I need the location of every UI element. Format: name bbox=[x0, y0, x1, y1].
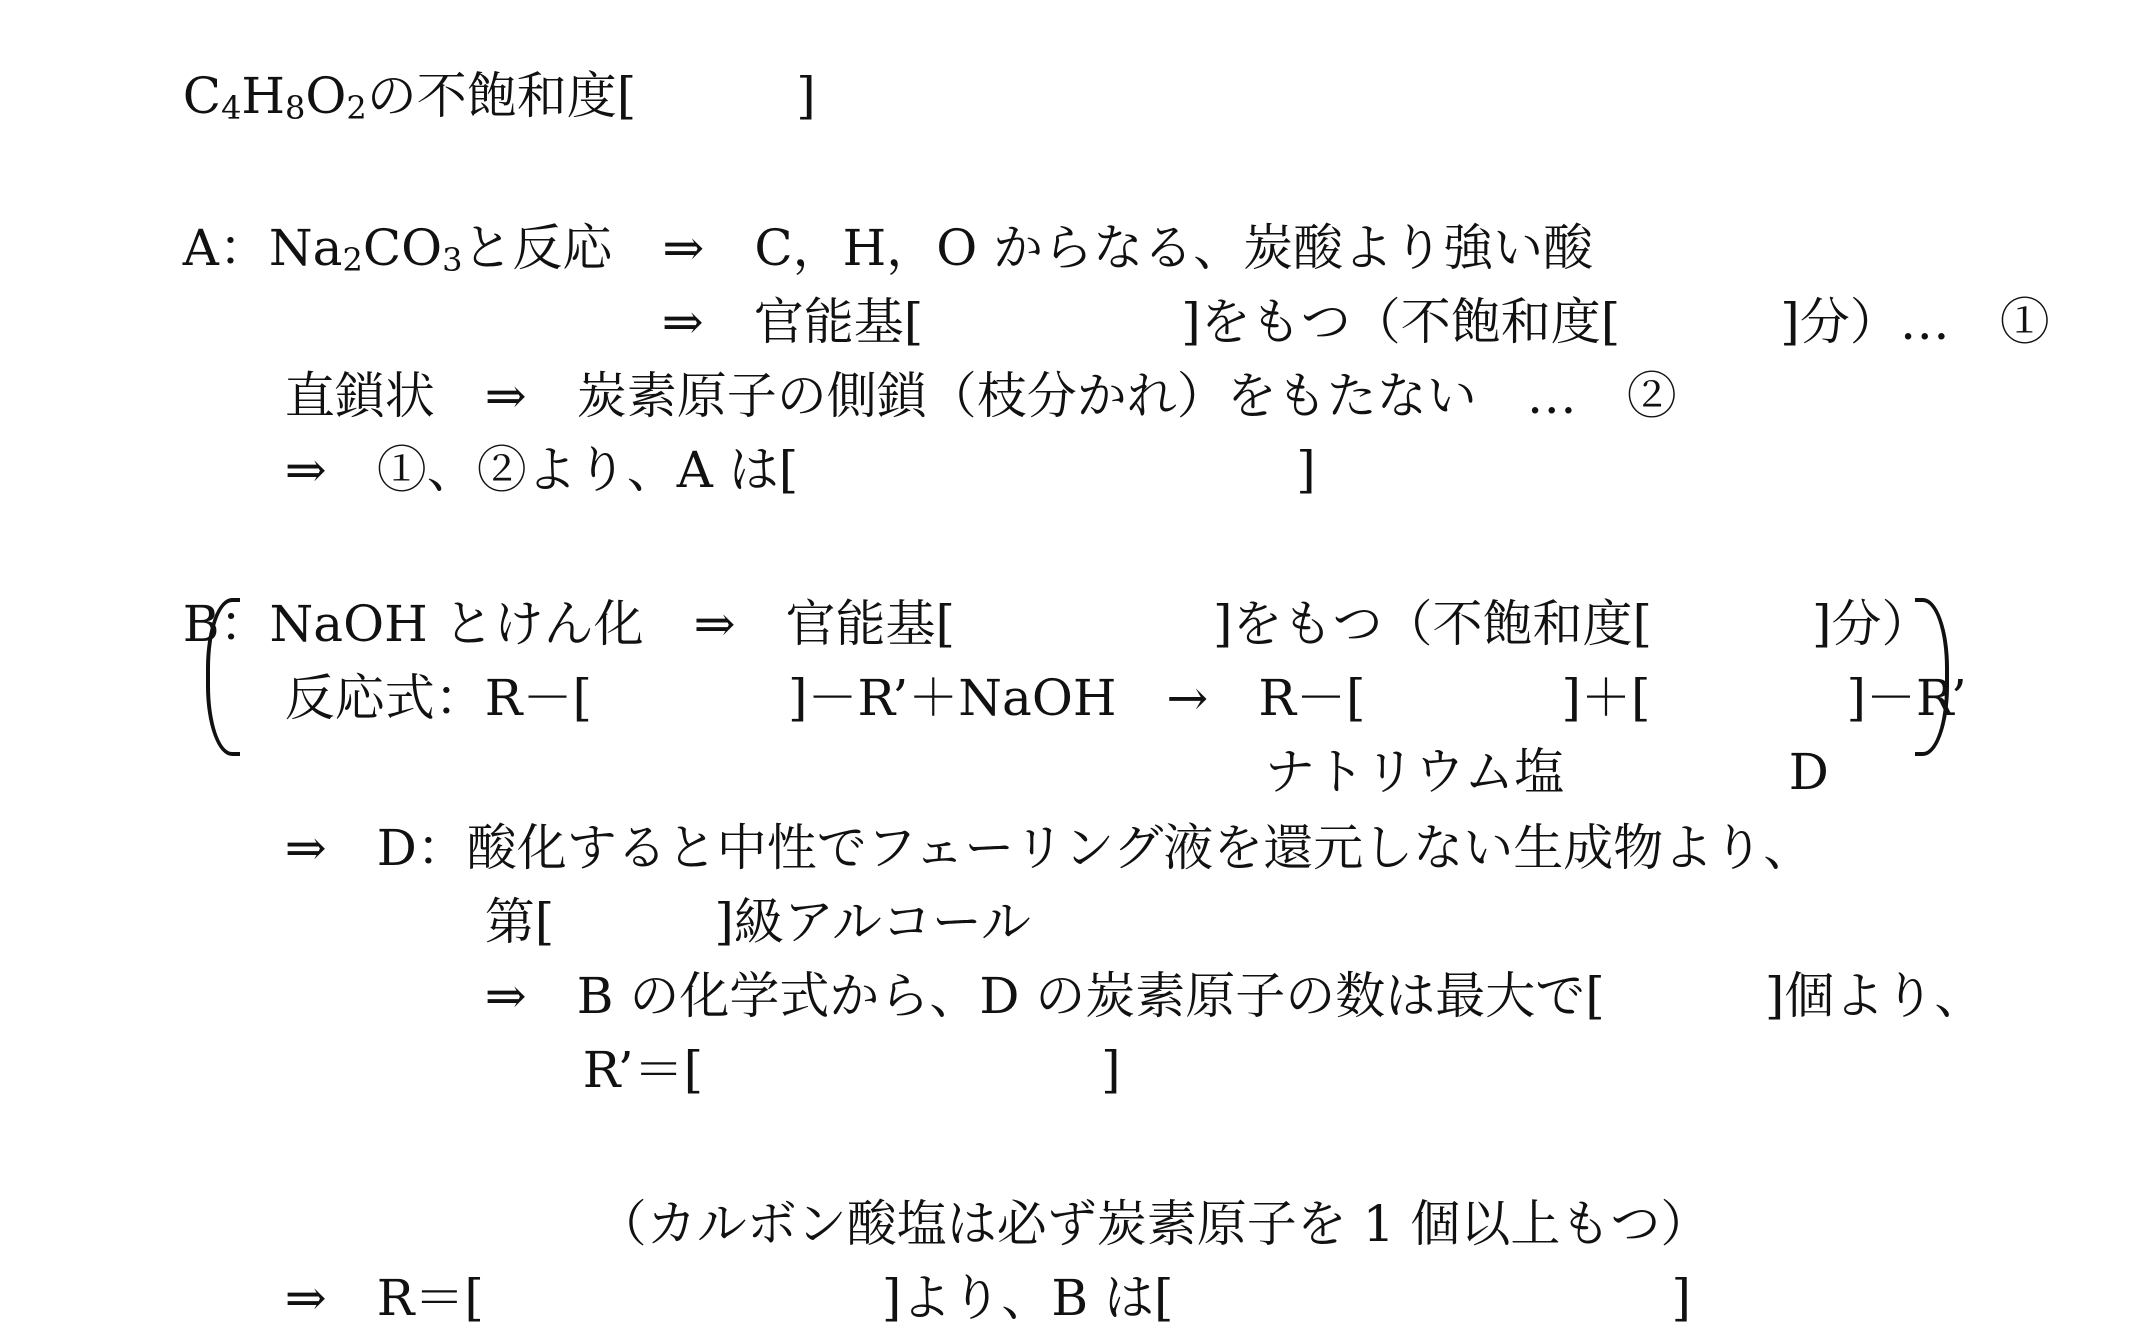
carbon-count-line bbox=[453, 906, 1985, 1025]
final-close: ] bbox=[1671, 1269, 1692, 1327]
compound-b-line bbox=[151, 534, 1932, 653]
reaction-equation-line bbox=[253, 608, 1967, 727]
alcohol-class-line bbox=[453, 832, 1031, 951]
product-d-label bbox=[1757, 682, 1829, 801]
straight-chain-line bbox=[253, 306, 1677, 425]
carbon-count-end: ]個より、 bbox=[1764, 967, 1985, 1025]
product-d-text: D bbox=[1788, 743, 1829, 801]
carbon-count-text: ⇒ B の化学式から、D の炭素原子の数は最大で[ bbox=[484, 967, 1605, 1025]
sodium-salt-text: ナトリウム塩 bbox=[1264, 743, 1565, 801]
sodium-salt-label bbox=[1233, 682, 1565, 801]
unsaturation-label: ]をもつ（不飽和度[ bbox=[1181, 293, 1621, 351]
saturation-label: の不飽和度[ bbox=[366, 67, 637, 125]
formula-o-subscript: 2 bbox=[346, 89, 367, 127]
straight-chain-text: 直鎖状 ⇒ 炭素原子の側鎖（枝分かれ）をもたない … ② bbox=[284, 367, 1677, 425]
compound-b-text: B：NaOH とけん化 ⇒ 官能基[ bbox=[182, 595, 955, 653]
formula-h: H bbox=[241, 67, 286, 125]
compound-a-line-2 bbox=[630, 232, 2050, 351]
carboxylate-note-text: （カルボン酸塩は必ず炭素原子を 1 個以上もつ） bbox=[596, 1195, 1711, 1253]
functional-group-label: ⇒ 官能基[ bbox=[661, 293, 924, 351]
final-conclusion-line bbox=[253, 1208, 1692, 1327]
reaction-equation-mid: ]－R’＋NaOH → R－[ bbox=[787, 669, 1366, 727]
portion-label-2: ]分） bbox=[1812, 595, 1932, 653]
na-subscript: 2 bbox=[342, 241, 363, 279]
reaction-equation-plus: ]＋[ bbox=[1561, 669, 1651, 727]
formula-c: C bbox=[182, 67, 222, 125]
alcohol-class-end: ]級アルコール bbox=[714, 893, 1031, 951]
formula-h-subscript: 8 bbox=[285, 89, 306, 127]
r-prime-label: R’＝[ bbox=[582, 1041, 704, 1099]
alcohol-class-start: 第[ bbox=[484, 893, 555, 951]
carboxylate-note-line bbox=[565, 1134, 1711, 1253]
b-label: ]より、B は[ bbox=[881, 1269, 1174, 1327]
r-prime-line bbox=[551, 980, 1121, 1099]
compound-a-line-1 bbox=[151, 158, 1594, 279]
co-label: CO bbox=[362, 219, 443, 277]
reaction-equation-end: ]－R’ bbox=[1846, 669, 1967, 727]
compound-a-conclusion-line bbox=[253, 380, 1316, 499]
compound-b-unsaturation: ]をもつ（不飽和度[ bbox=[1213, 595, 1653, 653]
r-label: ⇒ R＝[ bbox=[284, 1269, 484, 1327]
co-subscript: 3 bbox=[442, 241, 463, 279]
compound-a-conclusion-text: ⇒ ①、②より、A は[ bbox=[284, 441, 799, 499]
r-prime-close: ] bbox=[1101, 1041, 1121, 1099]
compound-a-text: と反応 ⇒ C，H，O からなる、炭酸より強い酸 bbox=[462, 219, 1594, 277]
formula-o: O bbox=[305, 67, 347, 125]
blank-close-1: ] bbox=[796, 67, 816, 125]
saturation-question-line bbox=[151, 6, 816, 127]
oxidation-line bbox=[253, 758, 1814, 877]
oxidation-text: ⇒ D：酸化すると中性でフェーリング液を還元しない生成物より、 bbox=[284, 819, 1814, 877]
formula-c-subscript: 4 bbox=[221, 89, 242, 127]
blank-close-4: ] bbox=[1296, 441, 1316, 499]
portion-label-1: ]分）… ① bbox=[1780, 293, 2050, 351]
compound-a-label: A：Na bbox=[182, 219, 343, 277]
reaction-equation-start: 反応式：R－[ bbox=[284, 669, 592, 727]
